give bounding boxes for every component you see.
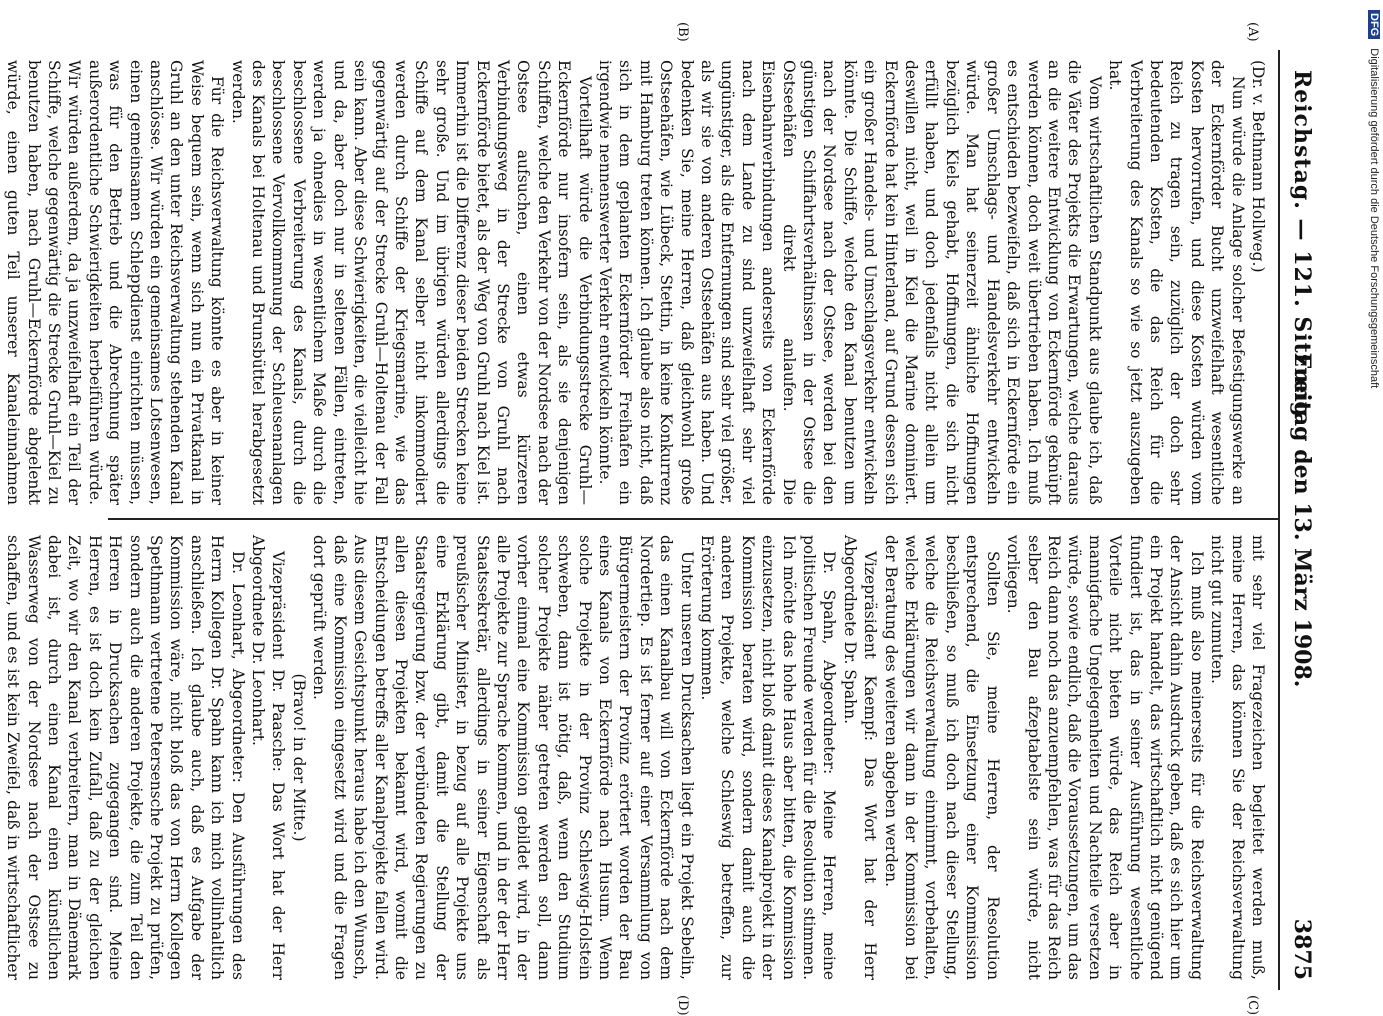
digitization-strip [1362,10,1382,650]
paragraph: Vom wirtschaftlichen Standpunkt aus glaube ich, daß die Väter des Projekts die Erwartungen, welche daraus an die weitere Entwicklung von Eckernförde geknüpft werden können, doch weit übertrieben haben. Ich muß es entschieden bezweifeln, daß sich in Eckernförde ein großer Umschlags- und Handelsverkehr entwickeln würde. Man hat seinerzeit ähnliche Hoffnungen bezüglich Kiels gehabt, Hoffnungen, die sich nicht erfüllt haben, und doch jedenfalls nicht allein um deswillen nicht, weil in Kiel die Marine dominiert. Eckernförde hat kein Hinterland, auf Grund dessen sich ein großer Handels- und Umschlagsverkehr entwickeln könnte. Die Schiffe, welche den Kanal benutzen um nach der Nordsee nach der Ostsee, werden bei den günstigen Schiffahrtsverhältnissen in der Ostsee die Ostseehäfen direkt anlaufen. Die Eisenbahnverbindungen anderseits von Eckernförde nach dem Lande zu sind unzweifelhaft sehr viel ungünstiger, als die Entfernungen sind sehr viel größer, als wir sie von anderen Ostseehäfen aus haben. Und bedenken Sie, meine Herren, daß gleichwohl große Ostseehäfen, wie Lübeck, Stettin, in keine Konkurrenz mit Hamburg treten können. Ich glaube also nicht, daß sich in dem geplanten Eckernförder Freihafen ein irgendwie nennenswerter Verkehr entwickeln könnte. [596,60,1104,505]
margin-mark-a: (A) [1245,22,1260,42]
header-center: Freitag den 13. März 1908. [1289,352,1315,688]
margin-mark-c: (C) [1245,995,1260,1016]
header-page-number: 3875 [1289,918,1315,980]
paragraph: Unter unseren Drucksachen liegt ein Projekt Sebelin, das einen Kanalbau will von Eckernförde nach dem Nordertiep. Es ist ferner auf einer Versammlung von Bürgermeistern der Provinz erörtert worden der Bau eines Kanals von Eckernförde nach Husum. Wenn solche Projekte in der Provinz Schleswig-Holstein schweben, dann ist nötig, daß, wenn den Studium solcher Projekte näher getreten werden soll, dann vorher einmal eine Kommission gebildet wird, in der alle Projekte zur Sprache kommen, und in der der Herr Staatssekretär, allerdings in seiner Eigenschaft als preußischer Minister, in bezug auf alle Projekte uns eine Erklärung gibt, damit die Stellung der Staatsregierung bzw. der verbündeten Regierungen zu allen diesen Projekten bekannt wird, womit die Entscheidungen betreffs aller Kanalprojekte fallen wird. Aus diesem Gesichtspunkt heraus habe ich den Wunsch, daß eine Kommission eingesetzt wird und die Fragen dort geprüft werden. [310,535,696,980]
paragraph: Vizepräsident Dr. Paasche: Das Wort hat der Herr Abgeordnete Dr. Leonhart. [249,535,288,980]
column-divider [108,518,1278,520]
margin-mark-b: (B) [675,22,690,42]
paragraph: Für die Reichsverwaltung könnte es aber in keiner Weise bequem sein, wenn sich nun ein Privatkanal in Gruhl an den unter Reichsverwaltung stehenden Kanal anschlösse. Wir würden ein gemeinsames Lotsenwesen, einen gemeinsamen Schleppdienst einrichten müssen, was für den Betrieb und die Abrechnung später außerordentliche Schwierigkeiten herbeiführen würde. Wir würden außerdem, da ja unzweifelhaft ein Teil der Schiffe, welche gegenwärtig die Strecke Gruhl—Kiel zu benutzen haben, nach Gruhl—Eckernförde abgelenkt würde, einen guten Teil unserer Kanaleinnahmen [4,60,227,505]
text-column-left [0,60,1268,505]
paragraph: Dr. Spahn, Abgeordneter: Meine Herren, meine politischen Freunde werden für die Resolution stimmen. Ich möchte das hohe Haus aber bitten, die Kommission einzusetzen, nicht bloß damit dieses Kanalprojekt in der Kommission beraten wird, sondern damit auch die anderen Projekte, welche Schleswig betreffen, zur Erörterung kommen. [698,535,839,980]
dfg-logo: DFG [1368,10,1380,39]
digitization-notice: Digitalisierung gefördert durch die Deutsche Forschungsgemeinschaft [1368,48,1380,389]
margin-mark-d: (D) [675,995,690,1016]
paragraph: Vizepräsident Kaempf: Das Wort hat der Herr Abgeordnete Dr. Spahn. [840,535,880,980]
paragraph: mit sehr viel Fragezeichen begleitet werden muß, meine Herren, das können Sie der Reichsverwaltung nicht gut zumuten. [1208,535,1267,980]
paragraph: Sollten Sie, meine Herren, der Resolution entsprechend, die Einsetzung einer Kommission beschließen, so muß ich doch nach dieser Stellung, welche die Reichsverwaltung einnimmt, vorbehalten, welche Erklärungen wir dann in der Kommission bei der Beratung des weiteren abgeben werden. [881,535,1002,980]
page-header [1280,50,1320,990]
header-left: Reichstag. — 121. Sitzung. [1289,70,1315,427]
paragraph: Dr. Leonhart, Abgeordneter: Den Ausführungen des Herrn Kollegen Dr. Spahn kann ich mich vollinhaltlich anschließen. Ich glaube auch, daß es Aufgabe der Kommission wäre, nicht bloß das von Herrn Kollegen Spethmann vertretene Petersensche Projekt zu prüfen, sondern auch die anderen Projekte, die zum Teil den Herren in Drucksachen zugegangen sind. Meine Herren, es ist doch kein Zufall, daß zu der gleichen Zeit, wo wir den Kanal verbreitern, man in Dänemark dabei ist, durch einen Kanal einen künstlichen Wasserweg von der Nordsee nach der Ostsee zu schaffen, und es ist kein Zweifel, daß in wirtschaftlicher [4,535,247,980]
paragraph: Nun würde die Anlage solcher Befestigungswerke an der Eckernförder Bucht unzweifelhaft wesentliche Kosten hervorrufen, und diese Kosten würden vom Reich zu tragen sein, zuzüglich der doch sehr bedeutenden Kosten, die das Reich für die Verbreiterung des Kanals so wie so jetzt auszugeben hat. [1106,60,1247,505]
newspaper-page [4,22,1330,1016]
paragraph: Ich muß also meinerseits für die Reichsverwaltung der Ansicht dahin Ausdruck geben, daß es sich hier um ein Projekt handelt, das wirtschaftlich nicht genügend fundiert ist, das in seiner Ausführung wesentliche Vorteile nicht bieten würde, das Reich aber in mannigfache Ungelegenheiten und Nachteile versetzen würde, sowie endlich, daß die Voraussetzungen, um das Reich dann noch das anzuempfehlen, was für das Reich selber den Bau afzeptabelste sein würde, nicht vorliegen. [1004,535,1206,980]
text-column-right [0,535,1268,980]
paragraph: Vorteilhaft würde die Verbindungsstrecke Gruhl—Eckernförde nur insofern sein, als sie denjenigen Schiffen, welche den Verkehr von der Nordsee nach der Ostsee aufsuchen, einen etwas kürzeren Verbindungsweg in der Strecke von Gruhl nach Eckernförde bietet, als der Weg von Gruhl nach Kiel ist. Immerhin ist die Differenz dieser beiden Strecken keine sehr große. Und im übrigen würden allerdings die Schiffe auf dem Kanal selber nicht inkommodiert werden durch Schiffe der Kriegsmarine, wie das gegenwärtig auf der Strecke Gruhl—Holtenau der Fall sein kann. Aber diese Schwierigkeiten, die vielleicht hie und da, aber doch nur in seltenen Fällen, eintreten, werden ja ohnedies in wesentlichem Maße durch die beschlossene Verbreiterung des Kanals, durch die beschlossene Vervollkommnung der Schleusenanlagen des Kanals bei Holtenau und Brunsbüttel herabgesetzt werden. [228,60,594,505]
header-rule [1278,50,1280,990]
speaker-attribution: (Dr. v. Bethmann Hollweg.) [1249,60,1267,273]
interjection: (Bravo! in der Mitte.) [289,673,308,842]
